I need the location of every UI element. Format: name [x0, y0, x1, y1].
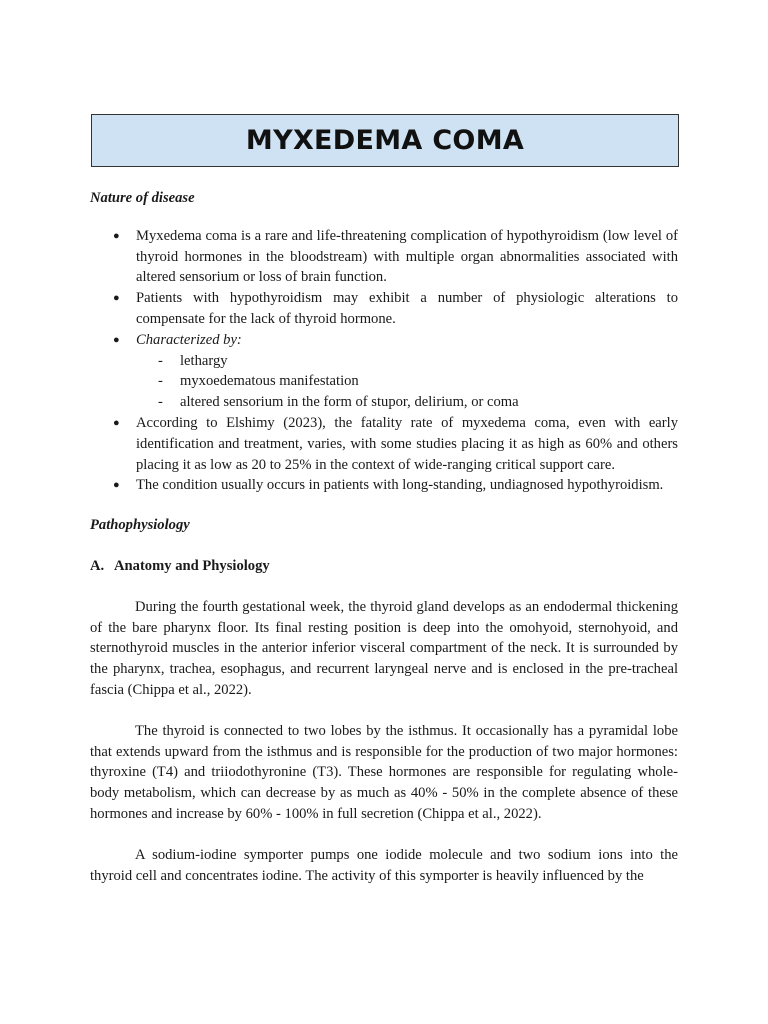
list-item: - lethargy — [136, 351, 678, 372]
section-heading-pathophysiology: Pathophysiology — [90, 517, 190, 534]
list-item: ● According to Elshimy (2023), the fatality rate of myxedema coma, even with early identification and treatment, varies, with some studies placing it as high as 60% and others placing it as low as 20 to 25% in the context of wide-ranging critical support care. — [90, 413, 678, 475]
subsection-marker: A. — [90, 557, 105, 574]
paragraph: A sodium-iodine symporter pumps one iodide molecule and two sodium ions into the thyroid cell and concentrates iodine. The activity of this symporter is heavily influenced by the — [90, 846, 678, 884]
list-item — [90, 330, 678, 413]
characterized-list — [136, 351, 678, 413]
paragraph: During the fourth gestational week, the thyroid gland develops as an endodermal thickening of the bare pharynx floor. Its final resting position is deep into the omohyoid, sternohyoid, and sternothyroid muscles in the anterior inferior visceral compartment of the neck. It is surrounded by the pharynx, trachea, esophagus, and recurrent laryngeal nerve and is enclosed in the pre-tracheal fascia (Chippa et al., 2022). — [90, 598, 678, 698]
list-item: ● Myxedema coma is a rare and life-threatening complication of hypothyroidism (low level of thyroid hormones in the bloodstream) with multiple organ abnormalities associated with altered sensorium or loss of brain function. — [90, 226, 678, 288]
nature-bullet-list — [90, 226, 678, 496]
subsection-title: Anatomy and Physiology — [114, 557, 270, 574]
characterized-label: Characterized by: — [136, 331, 242, 348]
list-item: ● Patients with hypothyroidism may exhibit a number of physiologic alterations to compensate for the lack of thyroid hormone. — [90, 288, 678, 330]
section-heading-nature: Nature of disease — [90, 190, 195, 206]
title-box — [91, 114, 679, 167]
document-body — [90, 188, 678, 886]
paragraph: The thyroid is connected to two lobes by the isthmus. It occasionally has a pyramidal lobe that extends upward from the isthmus and is responsible for the production of two major hormones: thyroxine (T4) and triiodothyronine (T3). These hormones are responsible for regulating whole-body metabolism, which can decrease by as much as 40% - 50% in the complete absence of these hormones and increase by 60% - 100% in full secretion (Chippa et al., 2022). — [90, 722, 678, 822]
list-item: - myxoedematous manifestation — [136, 371, 678, 392]
subsection-heading — [90, 556, 678, 577]
list-item: ● The condition usually occurs in patients with long-standing, undiagnosed hypothyroidism. — [90, 475, 678, 496]
page-title: MYXEDEMA COMA — [245, 125, 525, 156]
list-item: - altered sensorium in the form of stupor, delirium, or coma — [136, 392, 678, 413]
